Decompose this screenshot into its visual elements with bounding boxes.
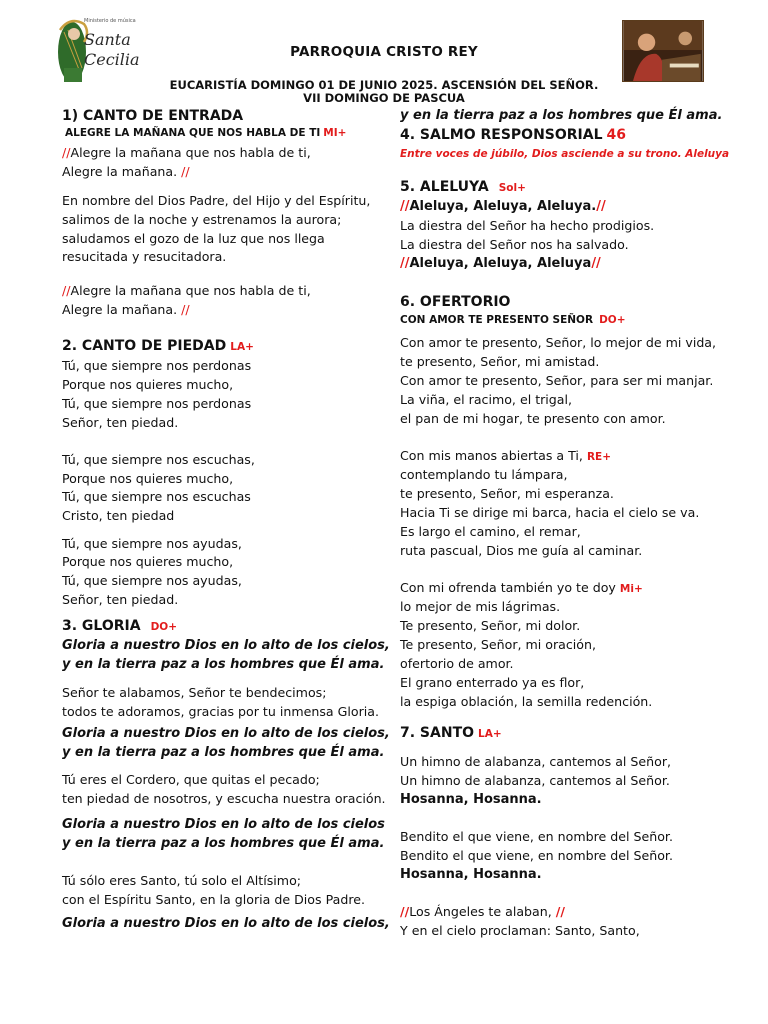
section-santo-title: 7. SANTO LA+ (400, 725, 502, 741)
ofertorio-line: Te presento, Señor, mi oración, (400, 637, 596, 652)
section-aleluya-title: 5. ALELUYA Sol+ (400, 179, 526, 195)
gloria-verse-line: Señor te alabamos, Señor te bendecimos; (62, 685, 327, 700)
aleluya-refrain: //Aleluya, Aleluya, Aleluya// (400, 256, 601, 271)
piedad-line: Cristo, ten piedad (62, 508, 175, 523)
logo-small-text: Ministerio de música (84, 18, 136, 24)
gloria-refrain-line: y en la tierra paz a los hombres que Él ama. (62, 836, 385, 851)
gloria-verse-line: todos te adoramos, gracias por tu inmensa Gloria. (62, 704, 379, 719)
ofertorio-line: Te presento, Señor, mi dolor. (400, 618, 581, 633)
aleluya-verse-line: La diestra del Señor nos ha salvado. (400, 237, 629, 252)
ofertorio-line: El grano enterrado ya es flor, (400, 675, 585, 690)
piedad-line: Señor, ten piedad. (62, 415, 179, 430)
piedad-line: Tú, que siempre nos perdonas (62, 358, 252, 373)
gloria-refrain-line: Gloria a nuestro Dios en lo alto de los cielos, (62, 916, 390, 931)
subtitle-line-2: VII DOMINGO DE PASCUA (303, 91, 465, 105)
ofertorio-line: Con mi ofrenda también yo te doy Mi+ (400, 580, 643, 595)
piedad-line: Tú, que siempre nos escuchas (62, 489, 251, 504)
entrada-line: //Alegre la mañana que nos habla de ti, (62, 145, 311, 160)
ofertorio-line: Es largo el camino, el remar, (400, 524, 581, 539)
piedad-line: Tú, que siempre nos perdonas (62, 396, 252, 411)
ofertorio-line: Hacia Ti se dirige mi barca, hacia el cielo se va. (400, 505, 700, 520)
santo-hosanna: Hosanna, Hosanna. (400, 867, 542, 882)
section-piedad-title: 2. CANTO DE PIEDAD LA+ (62, 338, 254, 354)
ofertorio-line: lo mejor de mis lágrimas. (400, 599, 561, 614)
ofertorio-line: te presento, Señor, mi esperanza. (400, 486, 614, 501)
gloria-continuation-line: y en la tierra paz a los hombres que Él ama. (400, 108, 723, 123)
gloria-refrain-line: y en la tierra paz a los hombres que Él ama. (62, 657, 385, 672)
gloria-verse-line: Tú sólo eres Santo, tú solo el Altísimo; (62, 873, 302, 888)
ofertorio-line: contemplando tu lámpara, (400, 467, 568, 482)
aleluya-verse-line: La diestra del Señor ha hecho prodigios. (400, 218, 655, 233)
subtitle-line-1: EUCARISTÍA DOMINGO 01 DE JUNIO 2025. ASCENSIÓN DEL SEÑOR. (169, 78, 599, 92)
santo-line: Bendito el que viene, en nombre del Señor. (400, 829, 673, 844)
ofertorio-line: ofertorio de amor. (400, 656, 514, 671)
entrada-verse-line: salimos de la noche y estrenamos la aurora; (62, 212, 342, 227)
entrada-refrain-line: //Alegre la mañana que nos habla de ti, (62, 283, 311, 298)
santo-hosanna: Hosanna, Hosanna. (400, 792, 542, 807)
entrada-song-title: ALEGRE LA MAÑANA QUE NOS HABLA DE TI MI+ (65, 127, 347, 139)
gloria-refrain-line: Gloria a nuestro Dios en lo alto de los cielos, (62, 638, 390, 653)
logo-name-2: Cecilia (84, 50, 140, 69)
ofertorio-song-title: CON AMOR TE PRESENTO SEÑOR DO+ (400, 314, 626, 326)
ofertorio-line: Con amor te presento, Señor, para ser mi manjar. (400, 373, 714, 388)
santo-line: Y en el cielo proclaman: Santo, Santo, (400, 923, 640, 938)
ofertorio-line: el pan de mi hogar, te presento con amor. (400, 411, 666, 426)
santo-line: Un himno de alabanza, cantemos al Señor. (400, 773, 670, 788)
santo-line: Bendito el que viene, en nombre del Señor. (400, 848, 673, 863)
piedad-line: Tú, que siempre nos ayudas, (62, 573, 242, 588)
gloria-verse-line: con el Espíritu Santo, en la gloria de Dios Padre. (62, 892, 365, 907)
entrada-refrain-line: Alegre la mañana. // (62, 302, 190, 317)
ofertorio-line: Con amor te presento, Señor, lo mejor de mi vida, (400, 335, 717, 350)
page-title: PARROQUIA CRISTO REY (290, 44, 478, 60)
section-ofertorio-title: 6. OFERTORIO (400, 294, 511, 310)
santo-line: Un himno de alabanza, cantemos al Señor, (400, 754, 672, 769)
piedad-line: Porque nos quieres mucho, (62, 554, 234, 569)
piedad-line: Tú, que siempre nos ayudas, (62, 536, 242, 551)
ofertorio-line: La viña, el racimo, el trigal, (400, 392, 573, 407)
ofertorio-line: ruta pascual, Dios me guía al caminar. (400, 543, 643, 558)
ofertorio-line: Con mis manos abiertas a Ti, RE+ (400, 448, 611, 463)
logo-name-1: Santa (84, 30, 131, 49)
piedad-line: Tú, que siempre nos escuchas, (62, 452, 255, 467)
section-entrada-title: 1) CANTO DE ENTRADA (62, 108, 244, 124)
gloria-verse-line: Tú eres el Cordero, que quitas el pecado; (62, 772, 320, 787)
gloria-refrain-line: y en la tierra paz a los hombres que Él ama. (62, 745, 385, 760)
gloria-verse-line: ten piedad de nosotros, y escucha nuestra oración. (62, 791, 386, 806)
section-gloria-title: 3. GLORIA DO+ (62, 618, 178, 634)
gloria-refrain-line: Gloria a nuestro Dios en lo alto de los cielos, (62, 726, 390, 741)
entrada-verse-line: En nombre del Dios Padre, del Hijo y del Espíritu, (62, 193, 371, 208)
piedad-line: Porque nos quieres mucho, (62, 471, 234, 486)
ofertorio-line: te presento, Señor, mi amistad. (400, 354, 600, 369)
aleluya-refrain: //Aleluya, Aleluya, Aleluya.// (400, 199, 606, 214)
gloria-refrain-line: Gloria a nuestro Dios en lo alto de los cielos (62, 817, 385, 832)
entrada-line: Alegre la mañana. // (62, 164, 190, 179)
entrada-verse-line: resucitada y resucitadora. (62, 249, 227, 264)
santo-line: //Los Ángeles te alaban, // (400, 904, 565, 919)
piedad-line: Porque nos quieres mucho, (62, 377, 234, 392)
entrada-verse-line: saludamos el gozo de la luz que nos llega (62, 231, 325, 246)
section-salmo-title: 4. SALMO RESPONSORIAL 46 (400, 127, 626, 143)
ofertorio-line: la espiga oblación, la semilla redención. (400, 694, 653, 709)
salmo-response: Entre voces de júbilo, Dios asciende a su trono. Aleluya (400, 148, 730, 160)
piedad-line: Señor, ten piedad. (62, 592, 179, 607)
